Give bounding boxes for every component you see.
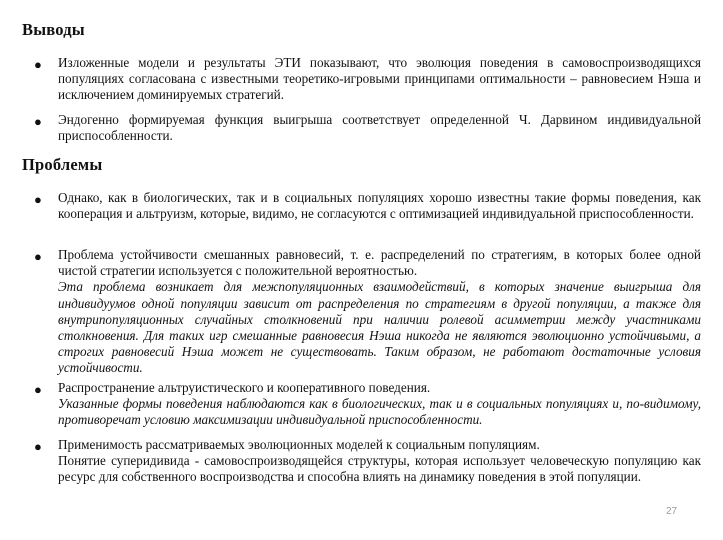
problem-text: Проблема устойчивости смешанных равновесий, т. е. распределений по стратегиям, в которых более одной чистой стратегии используется с положительной вероятностью. — [58, 247, 701, 279]
bullet-icon: ● — [34, 249, 42, 264]
problem-item — [58, 190, 701, 222]
bullet-icon: ● — [34, 114, 42, 129]
conclusion-item: Эндогенно формируемая функция выигрыша соответствует определенной Ч. Дарвином индивидуальной приспособленности. — [58, 112, 701, 144]
problem-text: Применимость рассматриваемых эволюционных моделей к социальным популяциям. — [58, 437, 540, 452]
problem-text: Однако, как в биологических, так и в социальных популяциях хорошо известны такие формы поведения, как кооперация и альтруизм, которые, видимо, не согласуются с оптимизацией индивидуальной приспособленности. — [58, 190, 701, 222]
conclusions-heading: Выводы — [22, 20, 85, 39]
problems-heading: Проблемы — [22, 155, 103, 174]
bullet-icon: ● — [34, 439, 42, 454]
problem-note: Указанные формы поведения наблюдаются как в биологических, так и в социальных популяциях и, по-видимому, противоречат условию максимизации индивидуальной приспособленности. — [58, 396, 701, 428]
conclusion-item: Изложенные модели и результаты ЭТИ показывают, что эволюция поведения в самовоспроизводящихся популяциях согласована с известными теоретико-игровыми принципами оптимальности – равновесием Нэша и исключением доминируемых стратегий. — [58, 55, 701, 103]
problem-note: Эта проблема возникает для межпопуляционных взаимодействий, в которых значение выигрыша для индивидуумов одной популяции зависит от распределения по стратегиям в другой популяции, а также для внутрипопуляционных случайных столкновений при наличии ролевой асимметрии между участниками столкновения. Для таких игр смешанные равновесия Нэша никогда не являются эволюционно устойчивыми, а строгих равновесий Нэша может не существовать. Таким образом, не работают достаточные условия устойчивости. — [58, 279, 701, 376]
problem-item — [58, 247, 701, 377]
bullet-icon: ● — [34, 57, 42, 72]
problem-extra: Понятие суперидивида - самовоспроизводящейся структуры, которая использует человеческую популяцию как ресурс для собственного воспроизводства и способна влиять на динамику поведения в этой популяции. — [58, 453, 701, 485]
problem-text: Распространение альтруистического и кооперативного поведения. — [58, 380, 431, 395]
bullet-icon: ● — [34, 192, 42, 207]
problem-item — [58, 380, 701, 429]
page-number: 27 — [666, 506, 678, 517]
bullet-icon: ● — [34, 382, 42, 397]
problem-item — [58, 437, 701, 486]
